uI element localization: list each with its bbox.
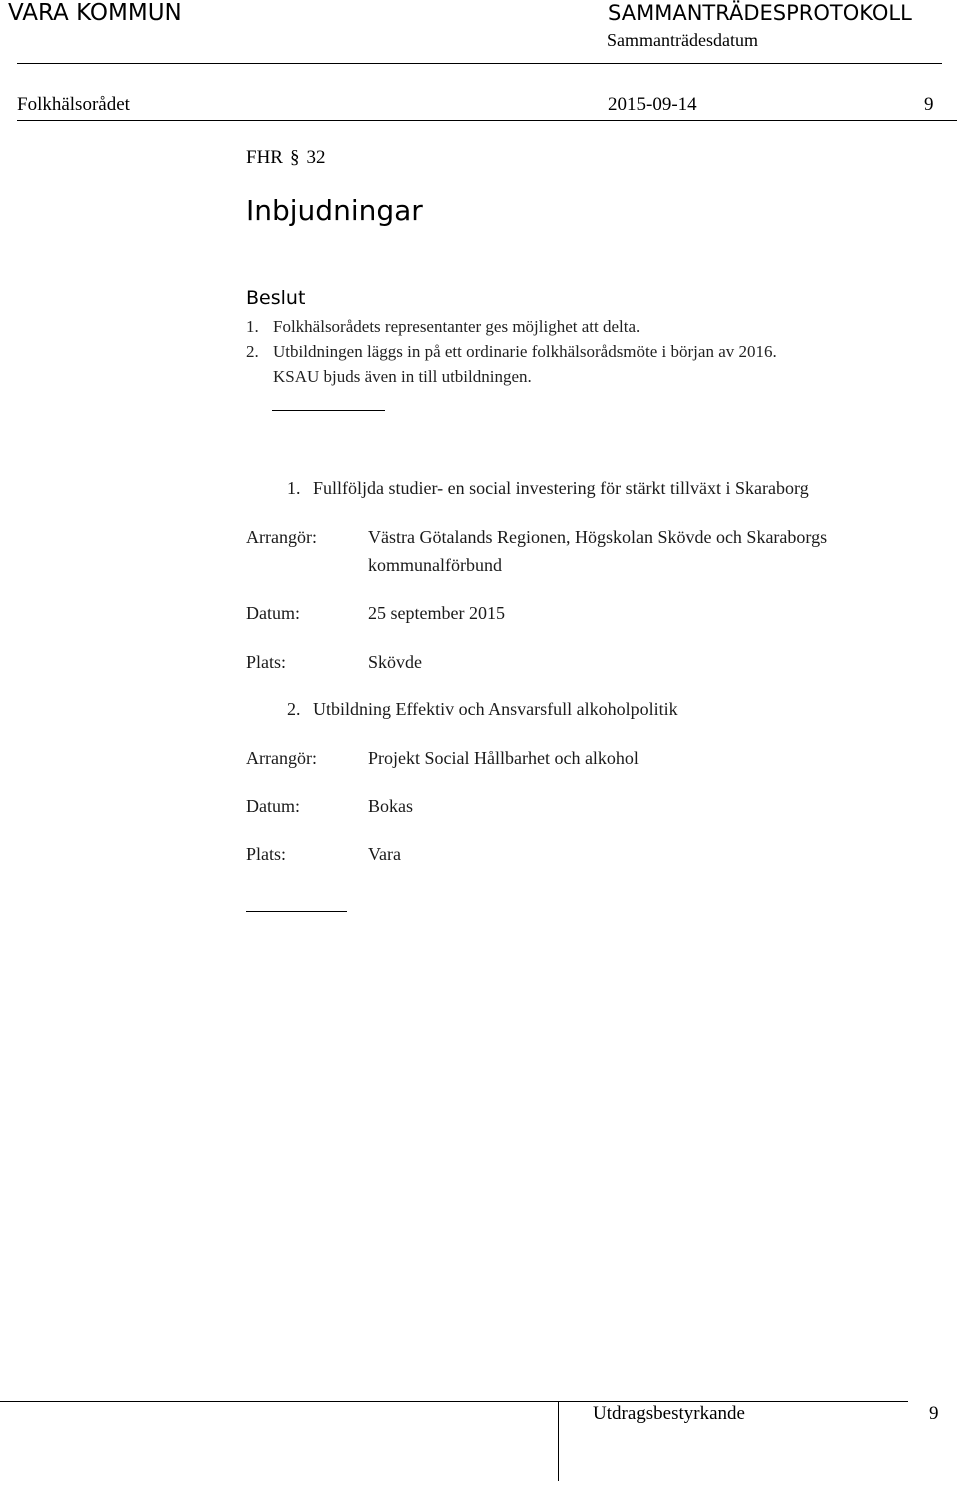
invitation-1-date: 25 september 2015	[368, 603, 505, 623]
decision-item: 2. Utbildningen läggs in på ett ordinarie folkhälsorådsmöte i början av 2016.	[246, 342, 777, 361]
meeting-date-label: Sammanträdesdatum	[607, 30, 758, 50]
footer-certification-label: Utdragsbestyrkande	[593, 1403, 745, 1424]
footer-rule	[0, 1401, 908, 1402]
committee-name: Folkhälsorådet	[17, 94, 130, 115]
footer-page-number: 9	[929, 1403, 939, 1424]
paragraph-number: 32	[306, 147, 326, 168]
end-divider	[246, 911, 347, 912]
paragraph-reference	[246, 147, 325, 169]
paragraph-prefix: FHR	[246, 147, 283, 168]
subheader-rule	[17, 120, 957, 121]
footer-separator	[558, 1401, 559, 1481]
invitation-1-title: 1. Fullföljda studier- en social investering för stärkt tillväxt i Skaraborg	[287, 478, 809, 498]
section-divider	[272, 410, 385, 411]
invitation-2-organizer-label: Arrangör:	[246, 748, 317, 768]
page-title: Inbjudningar	[246, 194, 423, 227]
page-number: 9	[924, 94, 934, 115]
invitation-2-place-label: Plats:	[246, 844, 287, 864]
invitation-1-date-label: Datum:	[246, 603, 300, 623]
invitation-1-place: Skövde	[368, 652, 422, 672]
invitation-1-organizer-cont: kommunalförbund	[368, 555, 502, 575]
invitation-2-title: 2. Utbildning Effektiv och Ansvarsfull alkoholpolitik	[287, 699, 678, 719]
paragraph-mark-icon: §	[289, 147, 300, 168]
invitation-1-place-label: Plats:	[246, 652, 287, 672]
invitation-2-organizer: Projekt Social Hållbarhet och alkohol	[368, 748, 639, 768]
invitation-2-date-label: Datum:	[246, 796, 300, 816]
decision-item: 1. Folkhälsorådets representanter ges möjlighet att delta.	[246, 317, 641, 336]
decision-heading: Beslut	[246, 287, 306, 309]
header-rule	[17, 63, 942, 64]
meeting-date: 2015-09-14	[608, 94, 697, 115]
decision-item-continuation: KSAU bjuds även in till utbildningen.	[273, 367, 532, 386]
invitation-1-organizer: Västra Götalands Regionen, Högskolan Skövde och Skaraborgs	[368, 527, 828, 547]
invitation-1-organizer-label: Arrangör:	[246, 527, 317, 547]
document-type: SAMMANTRÄDESPROTOKOLL	[608, 1, 912, 25]
invitation-2-place: Vara	[368, 844, 401, 864]
municipality-name: VARA KOMMUN	[8, 0, 182, 26]
invitation-2-date: Bokas	[368, 796, 413, 816]
